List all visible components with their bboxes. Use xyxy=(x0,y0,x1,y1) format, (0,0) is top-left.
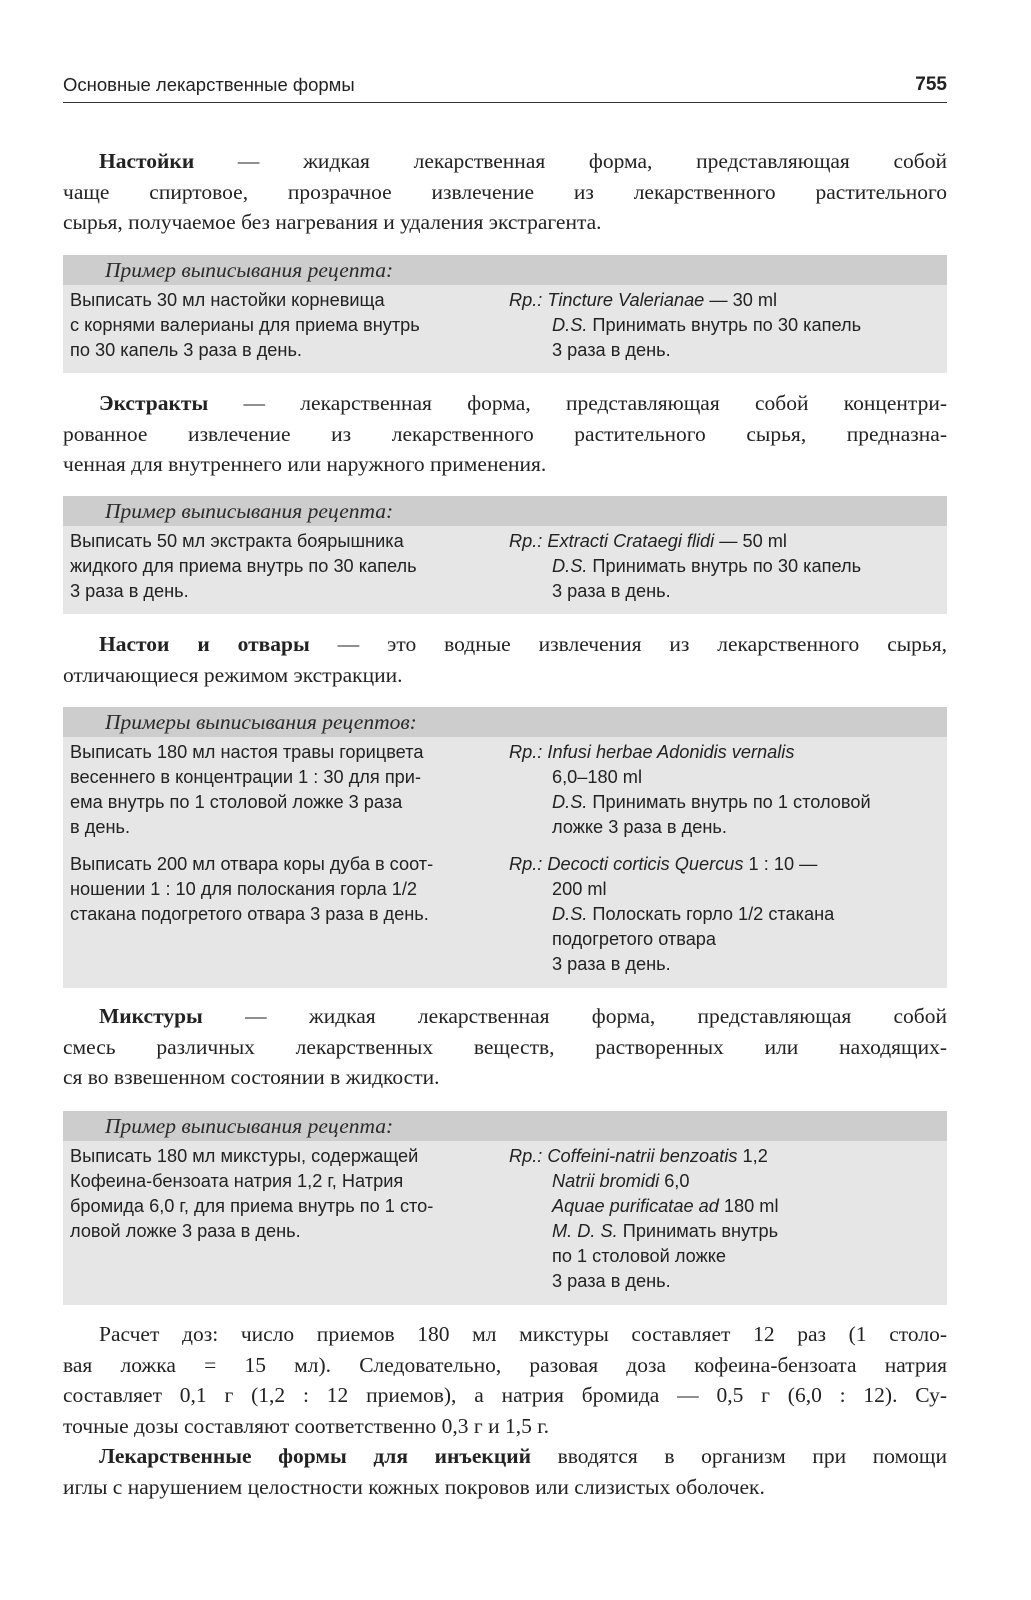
box-heading: Пример выписывания рецепта: xyxy=(63,496,947,526)
term-extracts: Экстракты xyxy=(99,391,209,415)
prescription-description: Выписать 200 мл отвара коры дуба в соот- ношении 1 : 10 для полоскания горла 1/2 стакана подогретого отвара 3 раза в день. xyxy=(70,854,434,924)
paragraph-dose-calculation: Расчет доз: число приемов 180 мл микстуры составляет 12 раз (1 столо- вая ложка = 15 мл). Следовательно, разовая доза кофеина-бензоата натрия составляет 0,1 г (1,2 : 12 приемов), а натрия бромида — 0,5 г (6,0 : 12). Су- точные дозы составляют соответственно 0,3 г и 1,5 г. xyxy=(63,1322,947,1438)
term-infusions: Настои и отвары xyxy=(99,632,310,656)
prescription-latin: Rp.: Extracti Crataegi flidi — 50 ml D.S. Принимать внутрь по 30 капель 3 раза в день. xyxy=(509,531,862,601)
prescription-examples-box xyxy=(63,707,947,988)
prescription-description: Выписать 30 мл настойки корневища с корнями валерианы для приема внутрь по 30 капель 3 раза в день. xyxy=(70,290,420,360)
box-heading: Пример выписывания рецепта: xyxy=(63,255,947,285)
paragraph-infusions: Настои и отвары — это водные извлечения из лекарственного сырья, отличающиеся режимом экстракции. xyxy=(63,632,947,687)
paragraph-extracts: Экстракты — лекарственная форма, представляющая собой концентри- рованное извлечение из лекарственного растительного сырья, предназна- ченная для внутреннего или наружного применения. xyxy=(63,391,947,476)
paragraph-tinctures: Настойки — жидкая лекарственная форма, представляющая собой чаще спиртовое, прозрачное извлечение из лекарственного растительного сырья, получаемое без нагревания и удаления экстрагента. xyxy=(63,149,947,234)
paragraph-mixtures: Микстуры — жидкая лекарственная форма, представляющая собой смесь различных лекарственных веществ, растворенных или находящих- ся во взвешенном состоянии в жидкости. xyxy=(63,1004,947,1089)
box-heading: Примеры выписывания рецептов: xyxy=(63,707,947,737)
prescription-example-box xyxy=(63,255,947,373)
prescription-latin: Rp.: Tincture Valerianae — 30 ml D.S. Принимать внутрь по 30 капель 3 раза в день. xyxy=(509,290,862,360)
page-number: 755 xyxy=(915,74,947,95)
prescription-example-box xyxy=(63,496,947,614)
prescription-description: Выписать 50 мл экстракта боярышника жидкого для приема внутрь по 30 капель 3 раза в день. xyxy=(70,531,417,601)
term-injections: Лекарственные формы для инъекций xyxy=(99,1444,531,1468)
running-header xyxy=(63,74,947,103)
prescription-description: Выписать 180 мл микстуры, содержащей Кофеина-бензоата натрия 1,2 г, Натрия бромида 6,0 г, для приема внутрь по 1 сто- ловой ложке 3 раза в день. xyxy=(70,1146,434,1241)
prescription-latin: Rp.: Decocti corticis Quercus 1 : 10 — 200 ml D.S. Полоскать горло 1/2 стакана подогретого отвара 3 раза в день. xyxy=(509,854,835,974)
running-title: Основные лекарственные формы xyxy=(63,74,355,95)
prescription-description: Выписать 180 мл настоя травы горицвета весеннего в концентрации 1 : 30 для при- ема внутрь по 1 столовой ложке 3 раза в день. xyxy=(70,742,424,837)
paragraph-injections: Лекарственные формы для инъекций вводятся в организм при помощи иглы с нарушением целостности кожных покровов или слизистых оболочек. xyxy=(63,1444,947,1499)
prescription-latin: Rp.: Coffeini-natrii benzoatis 1,2 Natrii bromidi 6,0 Aquae purificatae ad 180 ml M. D. S. Принимать внутрь по 1 столовой ложке 3 раза в день. xyxy=(509,1146,779,1291)
term-mixtures: Микстуры xyxy=(99,1004,203,1028)
prescription-example-box xyxy=(63,1111,947,1305)
prescription-latin: Rp.: Infusi herbae Adonidis vernalis 6,0–180 ml D.S. Принимать внутрь по 1 столовой ложке 3 раза в день. xyxy=(509,742,871,837)
term-tinctures: Настойки xyxy=(99,149,195,173)
box-heading: Пример выписывания рецепта: xyxy=(63,1111,947,1141)
